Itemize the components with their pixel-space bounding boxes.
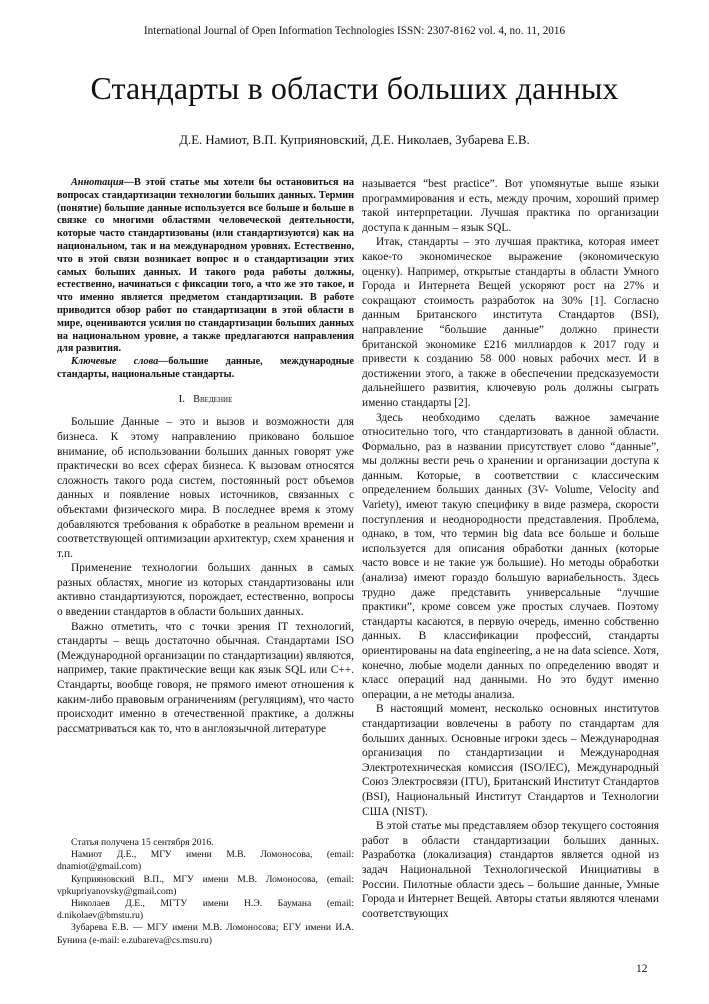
body-paragraph: Здесь необходимо сделать важное замечание относительно того, что стандартизовать в данной области. Формально, раз в названии присутствует слово “данные”, мы должны вести речь о хранении и организации доступа к данным. Которые, в соответствии с классическим определением больших данных (3V- Volume, Velocity and Variety), имеют такую специфику в виде размера, скорости поступления и неоднородности представления. Проблема, однако, в том, что термин big data все больше и больше используется для описания обработки данных (которые часто вовсе и не такие уж большие). Но методы обработки (анализа) имеют гораздо большую вариабельность. Здесь трудно даже представить универсальные “лучшие практики”, кроме совсем уже простых случаев. Поэтому стандарты касаются, в первую очередь, именно собственно данных. В классификации профессий, стандарты ориентированы на data engineering, а не на data science. Хотя, конечно, любые модели данных по определению вводят и класс операций над данными. Но это будут именно операции, а не методы анализа. (362, 411, 659, 701)
body-paragraph: В этой статье мы представляем обзор текущего состояния работ в области стандартизации больших данных. Разработка (локализация) стандартов является одной из задач Национальной Технологической Инициативы в России. Пилотные области здесь – большие данные, Умные Города и Интернет Вещей. Авторы статьи являются членами соответствующих (362, 820, 659, 920)
right-column (362, 177, 659, 921)
keywords (57, 356, 354, 382)
keywords-text: —большие данные, международные стандарты, национальные стандарты. (57, 356, 354, 380)
abstract-text: —В этой статье мы хотели бы остановиться на вопросах стандартизации технологии больших данных. Термин (понятие) большие данные используется все больше и больше в связке со многими областями человеческой деятельности, которые часто стандартизованы (или стандартизуются) как на национальном, так и на международном уровнях. Естественно, что в этой связи возникает вопрос и о стандартизации этих самых больших данных. И такого рода работы должны, естественно, начинаться с фиксации того, а что же это такое, и что именно является предметом стандартизации. В работе приводится обзор работ по стандартизации в этой области в мире, оцениваются усилия по стандартизации больших данных на национальном уровне, а также предлагаются направления для развития. (57, 177, 354, 355)
footnote-received: Статья получена 15 сентября 2016. (71, 837, 214, 848)
footnote-author: Намиот Д.Е., МГУ имени М.В. Ломоносова, (email: dnamiot@gmail.com) (57, 849, 354, 873)
footnote-author: Николаев Д.Е., МГТУ имени Н.Э. Баумана (email: d.nikolaev@bmstu.ru) (57, 898, 354, 922)
article-title: Стандарты в области больших данных (90, 70, 619, 106)
body-paragraph: Применение технологии больших данных в самых разных областях, многие из которых стандартизованы или активно стандартизуются, порождает, естественно, вопросы о введении стандартов в области больших данных. (57, 562, 354, 619)
author-list: Д.Е. Намиот, В.П. Куприяновский, Д.Е. Николаев, Зубарева Е.В. (179, 133, 530, 147)
section-heading (57, 392, 354, 408)
keywords-label: Ключевые слова (71, 356, 159, 368)
journal-header: International Journal of Open Information Technologies ISSN: 2307-8162 vol. 4, no. 11, 2016 (143, 25, 566, 37)
body-paragraph: Итак, стандарты – это лучшая практика, которая имеет какое-то экономическое выражение (экономическую оценку). Например, открытые стандарты в области Умного Города и Интернета Вещей ускоряют рост на 27% и сокращают стоимость разработок на 30% [1]. Согласно данным Британского института Стандартов (BSI), направление “большие данные” должно принести британской экономике £216 миллиардов к 2017 году и привести к созданию 58 000 новых рабочих мест. И в достижении этого, а также в обеспечении предсказуемости дальнейшего развития, ключевую роль должны сыграть именно стандарты [2]. (362, 236, 659, 409)
body-paragraph: В настоящий момент, несколько основных институтов стандартизации вовлечены в работу по стандартам для больших данных. Основные игроки здесь – Международная организация по стандартизации и Международная Электротехническая комиссия (ISO/IEC), Международный Союз Электросвязи (ITU), Британский Институт Стандартов (BSI), Национальный Институт Стандартов и Технологии США (NIST). (362, 703, 659, 818)
left-column (57, 177, 354, 736)
page-number: 12 (636, 963, 648, 975)
body-paragraph: называется “best practice”. Вот упомянутые выше языки программирования и есть, между прочим, хороший пример такой интерпретации. Лучшая практика по организации доступа к данным – язык SQL. (362, 178, 659, 234)
abstract-label: Аннотация (71, 177, 124, 188)
body-paragraph: Большие Данные – это и вызов и возможности для бизнеса. К этому направлению приковано большое внимание, об использовании больших данных говорят уже практически во всех сферах бизнеса. К вызовам относятся сложность такого рода систем, постоянный рост объемов данных и появление новых источников, связанных с объектами физического мира. В последнее время к этому добавляются требования к обработке в реальном времени и соответствующей оптимизации архитектур, схем хранения и т.п. (57, 416, 354, 560)
abstract (57, 177, 354, 356)
section-number: I. (178, 392, 186, 405)
section-title: Введение (193, 393, 233, 405)
footnotes (57, 837, 354, 947)
footnote-author: Зубарева Е.В. — МГУ имени М.В. Ломоносова; ЕГУ имени И.А. Бунина (e-mail: e.zubareva@cs.msu.ru) (57, 922, 354, 946)
body-paragraph: Важно отметить, что с точки зрения IT технологий, стандарты – вещь достаточно обычная. Стандартами ISO (Международной организации по стандартизации) являются, например, такие практические вещи как язык SQL или C++. Стандарты, вообще говоря, не прямого имеют отношения к каким-либо правовым ограничениям (регуляциям), что часто происходит именно в отечественной практике, а должны рассматриваться как то, что в англоязычной литературе (57, 620, 354, 735)
footnote-author: Куприяновский В.П., МГУ имени М.В. Ломоносова, (email: vpkupriyanovsky@gmail.com) (57, 873, 354, 897)
